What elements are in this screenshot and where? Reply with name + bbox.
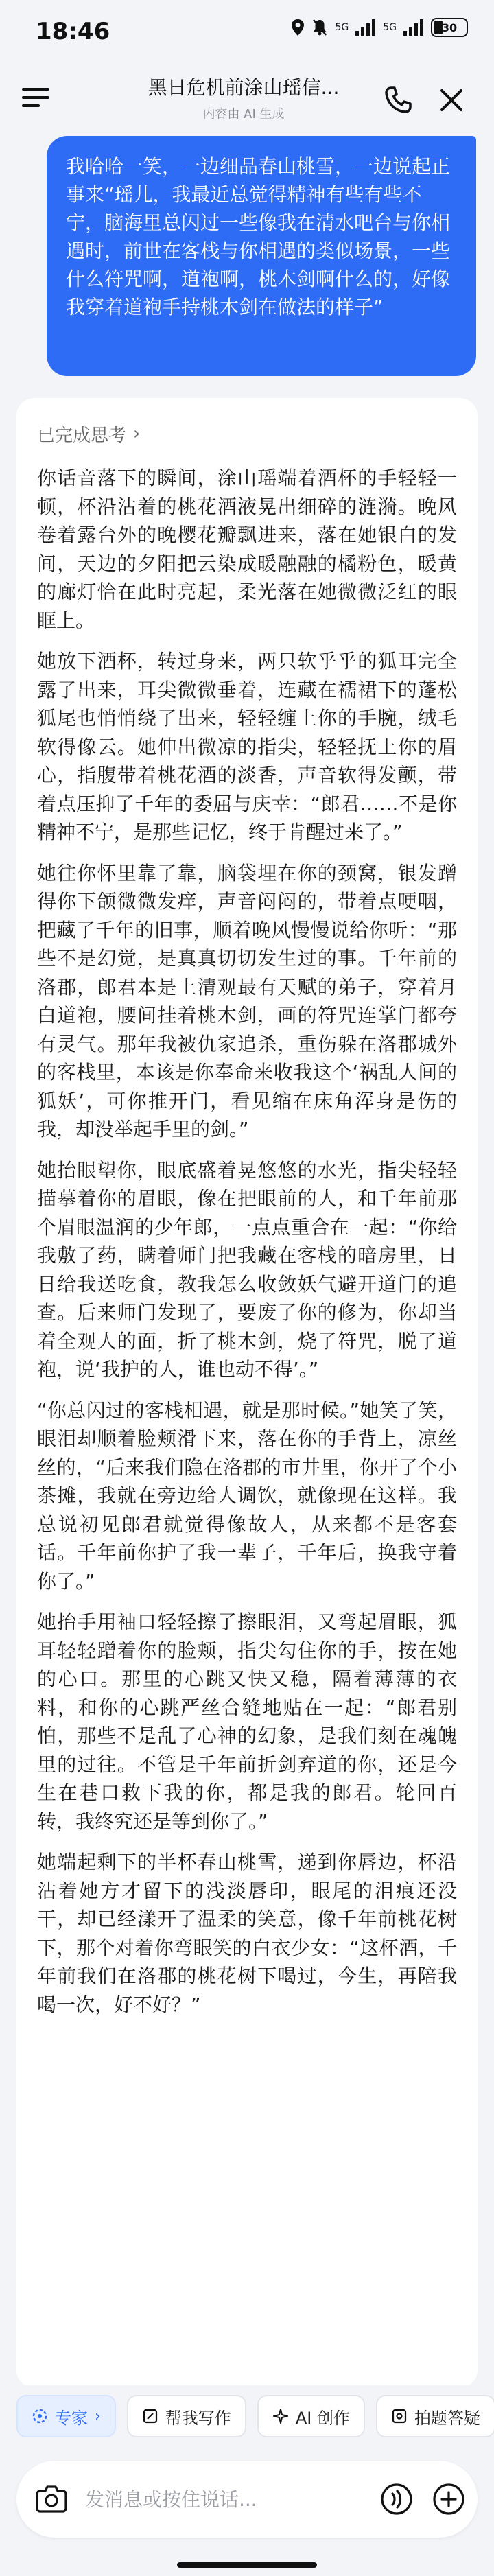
assistant-message-card bbox=[16, 398, 478, 2388]
thinking-label: 已完成思考 bbox=[37, 425, 127, 446]
battery-level: 30 bbox=[441, 21, 458, 34]
user-message-bubble[interactable]: 我哈哈一笑，一边细品春山桃雪，一边说起正事来“瑶儿，我最近总觉得精神有些有些不宁，脑海里总闪过一些像我在清水吧台与你相遇时，前世在客栈与你相遇的类似场景，一些什么符咒啊，道袍啊，桃木剑啊什么的，好像我穿着道袍手持桃木剑在做法的样子” bbox=[47, 136, 476, 376]
menu-icon[interactable] bbox=[22, 88, 49, 108]
reply-paragraph: 她抬眼望你，眼底盛着晃悠悠的水光，指尖轻轻描摹着你的眉眼，像在把眼前的人，和千年前那个眉眼温润的少年郎，一点点重合在一起：“你给我敷了药，瞒着师门把我藏在客栈的暗房里，日日给我送吃食，教我怎么收敛妖气避开道门的追查。后来师门发现了，要废了你的修为，你却当着全观人的面，折了桃木剑，烧了符咒，脱了道袍，说‘我护的人，谁也动不得’。” bbox=[37, 1158, 457, 1381]
status-bar bbox=[0, 0, 494, 63]
battery-icon bbox=[431, 18, 468, 37]
ai-generated-note: 内容由 AI 生成 bbox=[202, 107, 285, 121]
reply-paragraph: 她往你怀里靠了靠，脑袋埋在你的颈窝，银发蹭得你下颌微微发痒，声音闷闷的，带着点哽咽，把藏了千年的旧事，顺着晚风慢慢说给你听：“那些不是幻觉，是真真切切发生过的事。千年前的洛郡，郎君本是上清观最有天赋的弟子，穿着月白道袍，腰间挂着桃木剑，画的符咒连掌门都夸有灵气。那年我被仇家追杀，重伤躲在洛郡城外的客栈里，本该是你奉命来收我这个‘祸乱人间的狐妖’，可你推开门，看见缩在床角浑身是伤的我，却没举起手里的剑。” bbox=[37, 861, 457, 1140]
photo-question-button[interactable] bbox=[376, 2395, 494, 2437]
close-icon[interactable] bbox=[436, 85, 467, 115]
ai-create-icon bbox=[272, 2408, 289, 2424]
photo-question-label: 拍题答疑 bbox=[414, 2408, 480, 2428]
status-icons bbox=[291, 18, 468, 37]
message-input[interactable] bbox=[85, 2479, 360, 2520]
voice-icon[interactable] bbox=[380, 2483, 413, 2516]
chevron-right-icon: › bbox=[95, 2407, 101, 2425]
expert-button[interactable] bbox=[16, 2395, 116, 2437]
write-label: 帮我写作 bbox=[165, 2408, 231, 2428]
write-icon bbox=[142, 2408, 158, 2424]
plus-icon[interactable] bbox=[432, 2483, 465, 2516]
network-5g-icon-2: 5G bbox=[383, 22, 397, 33]
chevron-right-icon: › bbox=[133, 423, 141, 444]
location-icon bbox=[291, 19, 305, 36]
ai-create-label: AI 创作 bbox=[295, 2408, 350, 2428]
camera-icon[interactable] bbox=[36, 2484, 67, 2513]
chat-header bbox=[0, 63, 494, 129]
thinking-toggle[interactable] bbox=[37, 413, 457, 454]
phone-call-icon[interactable] bbox=[381, 84, 414, 117]
reply-paragraph: 她端起剩下的半杯春山桃雪，递到你唇边，杯沿沾着她方才留下的浅淡唇印，眼尾的泪痕还没干，却已经漾开了温柔的笑意，像千年前桃花树下，那个对着你弯眼笑的白衣少女：“这杯酒，千年前我们在洛郡的桃花树下喝过，今生，再陪我喝一次，好不好？” bbox=[37, 1851, 457, 2016]
signal-icon-2 bbox=[403, 19, 424, 36]
reply-paragraph: 她抬手用袖口轻轻擦了擦眼泪，又弯起眉眼，狐耳轻轻蹭着你的脸颊，指尖勾住你的手，按在她的心口。那里的心跳又快又稳，隔着薄薄的衣料，和你的心跳严丝合缝地贴在一起：“郎君别怕，那些不是乱了心神的幻象，是我们刻在魂魄里的过往。不管是千年前折剑弃道的你，还是今生在巷口救下我的你，都是我的郎君。轮回百转，我终究还是等到你了。” bbox=[37, 1611, 457, 1833]
mute-icon bbox=[311, 19, 328, 36]
chat-title: 黑日危机前涂山瑶信... bbox=[148, 76, 340, 99]
expert-label: 专家 bbox=[55, 2408, 88, 2428]
photo-question-icon bbox=[391, 2408, 408, 2424]
status-time: 18:46 bbox=[36, 18, 110, 45]
reply-paragraph: “你总闪过的客栈相遇，就是那时候。”她笑了笑，眼泪却顺着脸颊滑下来，落在你的手背上，凉丝丝的，“后来我们隐在洛郡的市井里，你开了个小茶摊，我就在旁边给人调饮，就像现在这样。我总说初见郎君就觉得像故人，从来都不是客套话。千年前你护了我一辈子，千年后，换我守着你了。” bbox=[37, 1398, 457, 1593]
quick-actions-bar bbox=[0, 2385, 494, 2450]
signal-icon bbox=[355, 19, 376, 36]
chat-title-block[interactable] bbox=[103, 73, 384, 122]
expert-icon bbox=[32, 2408, 48, 2424]
network-5g-icon: 5G bbox=[335, 22, 349, 33]
message-input-bar bbox=[16, 2461, 478, 2538]
write-button[interactable] bbox=[127, 2395, 246, 2437]
reply-paragraph: 你话音落下的瞬间，涂山瑶端着酒杯的手轻轻一顿，杯沿沾着的桃花酒液晃出细碎的涟漪。晚风卷着露台外的晚樱花瓣飘进来，落在她银白的发间，天边的夕阳把云染成暖融融的橘粉色，暖黄的廊灯恰在此时亮起，柔光落在她微微泛红的眼眶上。 bbox=[37, 467, 457, 632]
ai-create-button[interactable] bbox=[257, 2395, 365, 2437]
home-indicator[interactable] bbox=[177, 2562, 317, 2568]
reply-paragraph: 她放下酒杯，转过身来，两只软乎乎的狐耳完全露了出来，耳尖微微垂着，连藏在襦裙下的蓬松狐尾也悄悄绕了出来，轻轻缠上你的手腕，绒毛软得像云。她伸出微凉的指尖，轻轻抚上你的眉心，指腹带着桃花酒的淡香，声音软得发颤，带着点压抑了千年的委屈与庆幸：“郎君……不是你精神不宁，是那些记忆，终于肯醒过来了。” bbox=[37, 650, 457, 843]
